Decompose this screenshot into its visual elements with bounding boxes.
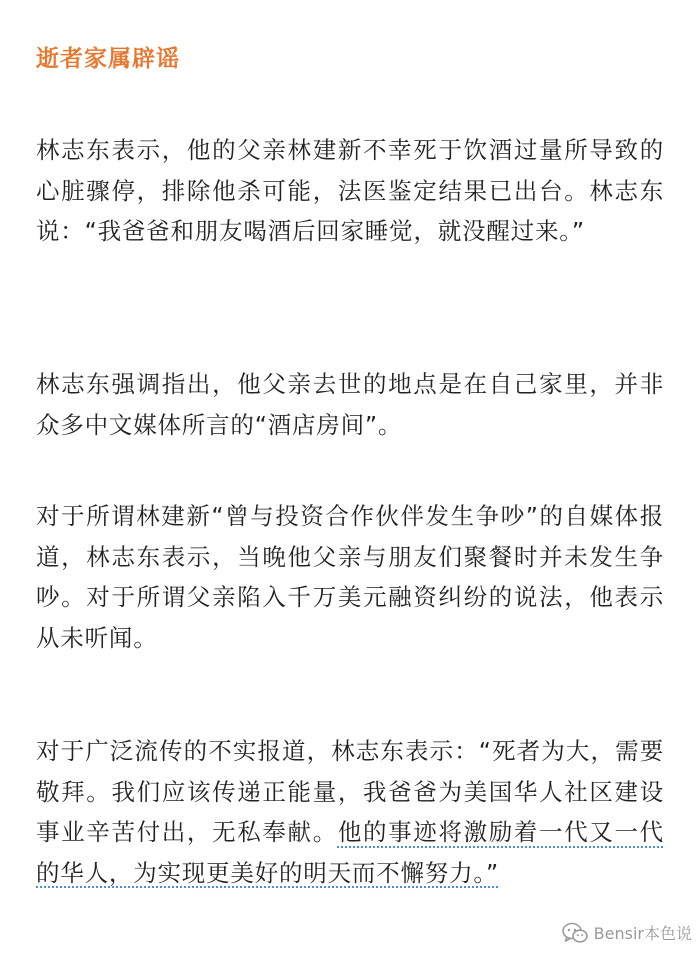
paragraph-3: 对于所谓林建新“曾与投资合作伙伴发生争吵”的自媒体报道，林志东表示，当晚他父亲与朋友们聚餐时并未发生争吵。对于所谓父亲陷入千万美元融资纠纷的说法，他表示从未听闻。: [36, 502, 664, 652]
wechat-icon: [562, 922, 588, 944]
section-heading: 逝者家属辟谣: [36, 46, 180, 72]
watermark-label: Bensir本色说: [593, 924, 692, 943]
paragraph-4: [36, 731, 664, 893]
paragraph-2: 林志东强调指出，他父亲去世的地点是在自己家里，并非众多中文媒体所言的“酒店房间”。: [36, 370, 664, 439]
watermark: [562, 921, 692, 944]
paragraph-4-text: 对于广泛流传的不实报道，林志东表示：“死者为大，需要敬拜。我们应该传递正能量，我爸爸为美国华人社区建设事业辛苦付出，无私奉献。: [36, 737, 664, 846]
highlighted-quote[interactable]: 他的事迹将激励着一代又一代的华人，为实现更美好的明天而不懈努力。”: [36, 818, 664, 887]
paragraph-1: 林志东表示，他的父亲林建新不幸死于饮酒过量所导致的心脏骤停，排除他杀可能，法医鉴定结果已出台。林志东说：“我爸爸和朋友喝酒后回家睡觉，就没醒过来。”: [36, 136, 664, 245]
